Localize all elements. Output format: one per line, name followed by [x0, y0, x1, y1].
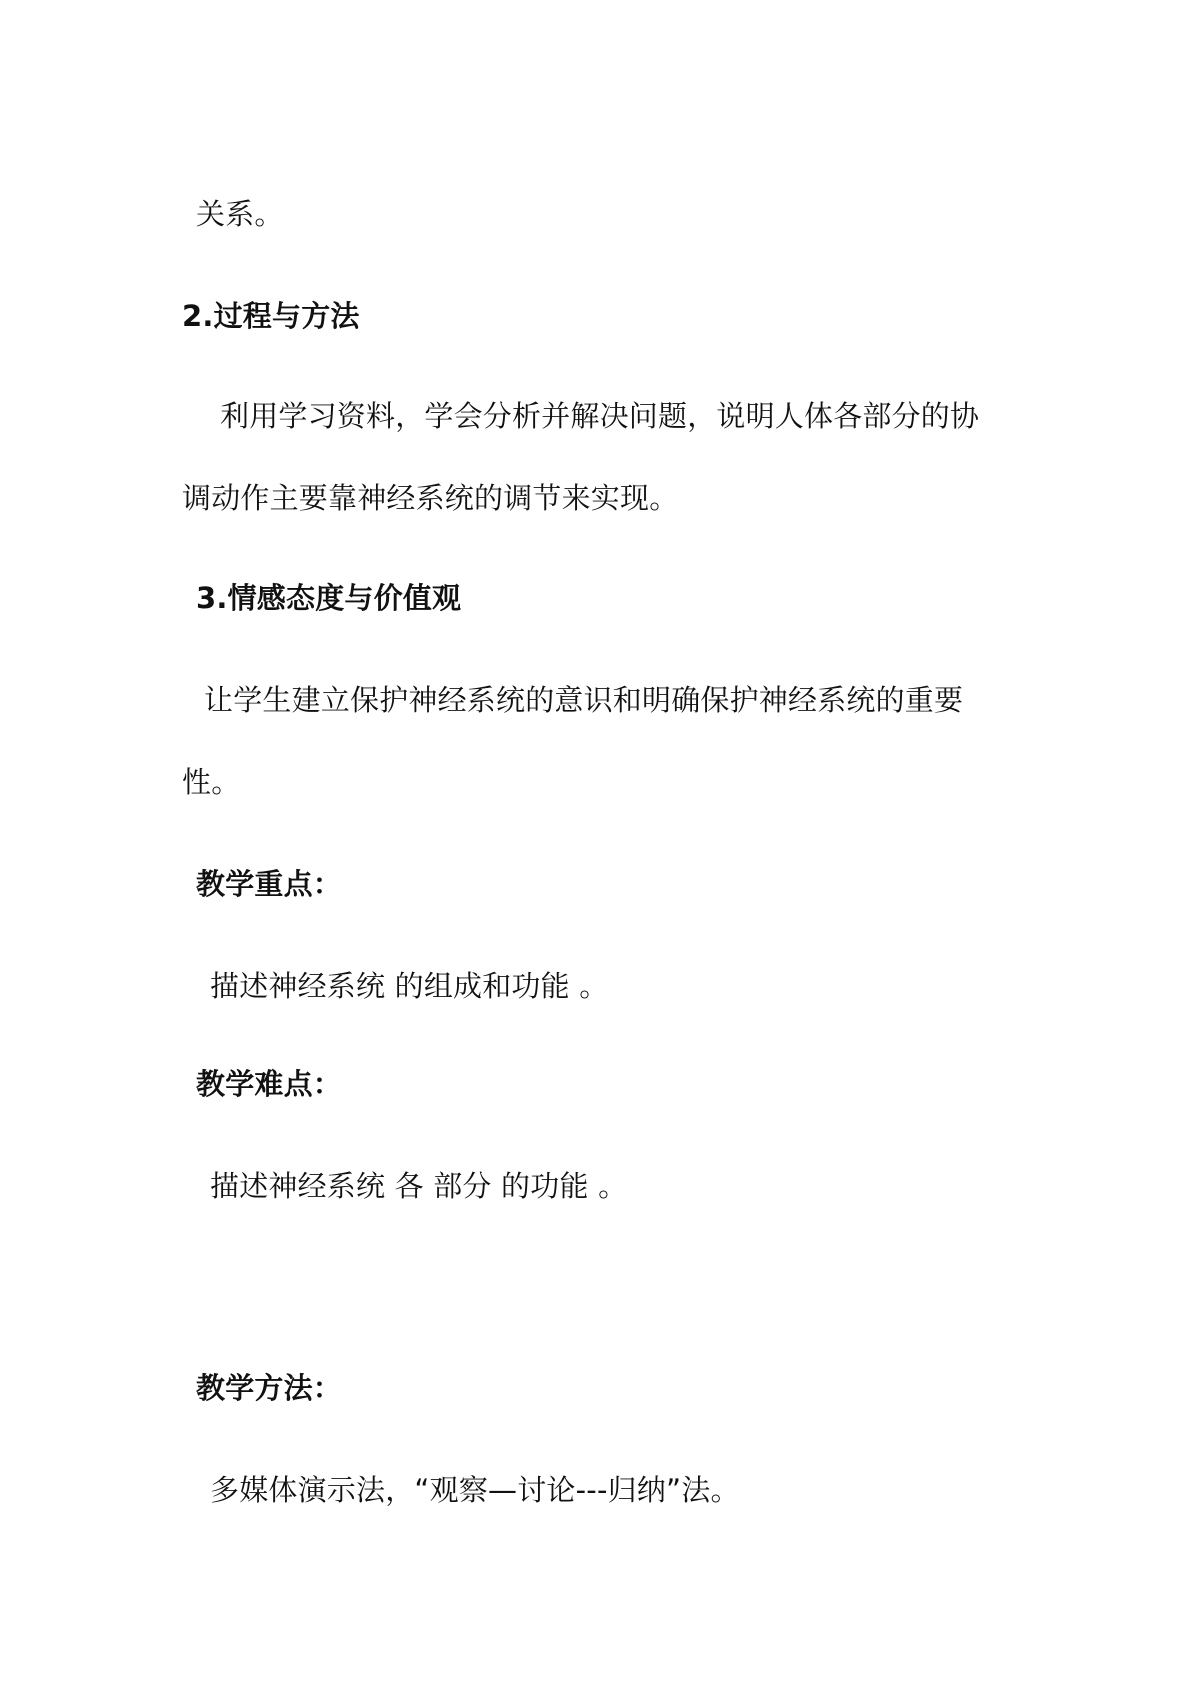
- paragraph-emotion-line-2: 性。: [182, 765, 241, 799]
- paragraph-process-line-1: 利用学习资料，学会分析并解决问题，说明人体各部分的协: [220, 399, 980, 433]
- paragraph-process-line-2: 调动作主要靠神经系统的调节来实现。: [182, 481, 679, 515]
- teaching-focus-text: 描述神经系统 的组成和功能 。: [210, 969, 609, 1003]
- section-heading-process-method: 2.过程与方法: [182, 299, 360, 333]
- section-heading-emotion-values: 3.情感态度与价值观: [196, 581, 462, 615]
- section-heading-teaching-focus: 教学重点：: [196, 867, 343, 901]
- section-heading-teaching-difficulty: 教学难点：: [196, 1067, 343, 1101]
- section-heading-teaching-method: 教学方法：: [196, 1371, 343, 1405]
- text-line-relationship: 关系。: [196, 197, 284, 231]
- teaching-difficulty-text: 描述神经系统 各 部分 的功能 。: [210, 1169, 628, 1203]
- teaching-method-text: 多媒体演示法，“观察—讨论---归纳”法。: [210, 1473, 740, 1507]
- paragraph-emotion-line-1: 让学生建立保护神经系统的意识和明确保护神经系统的重要: [204, 683, 964, 717]
